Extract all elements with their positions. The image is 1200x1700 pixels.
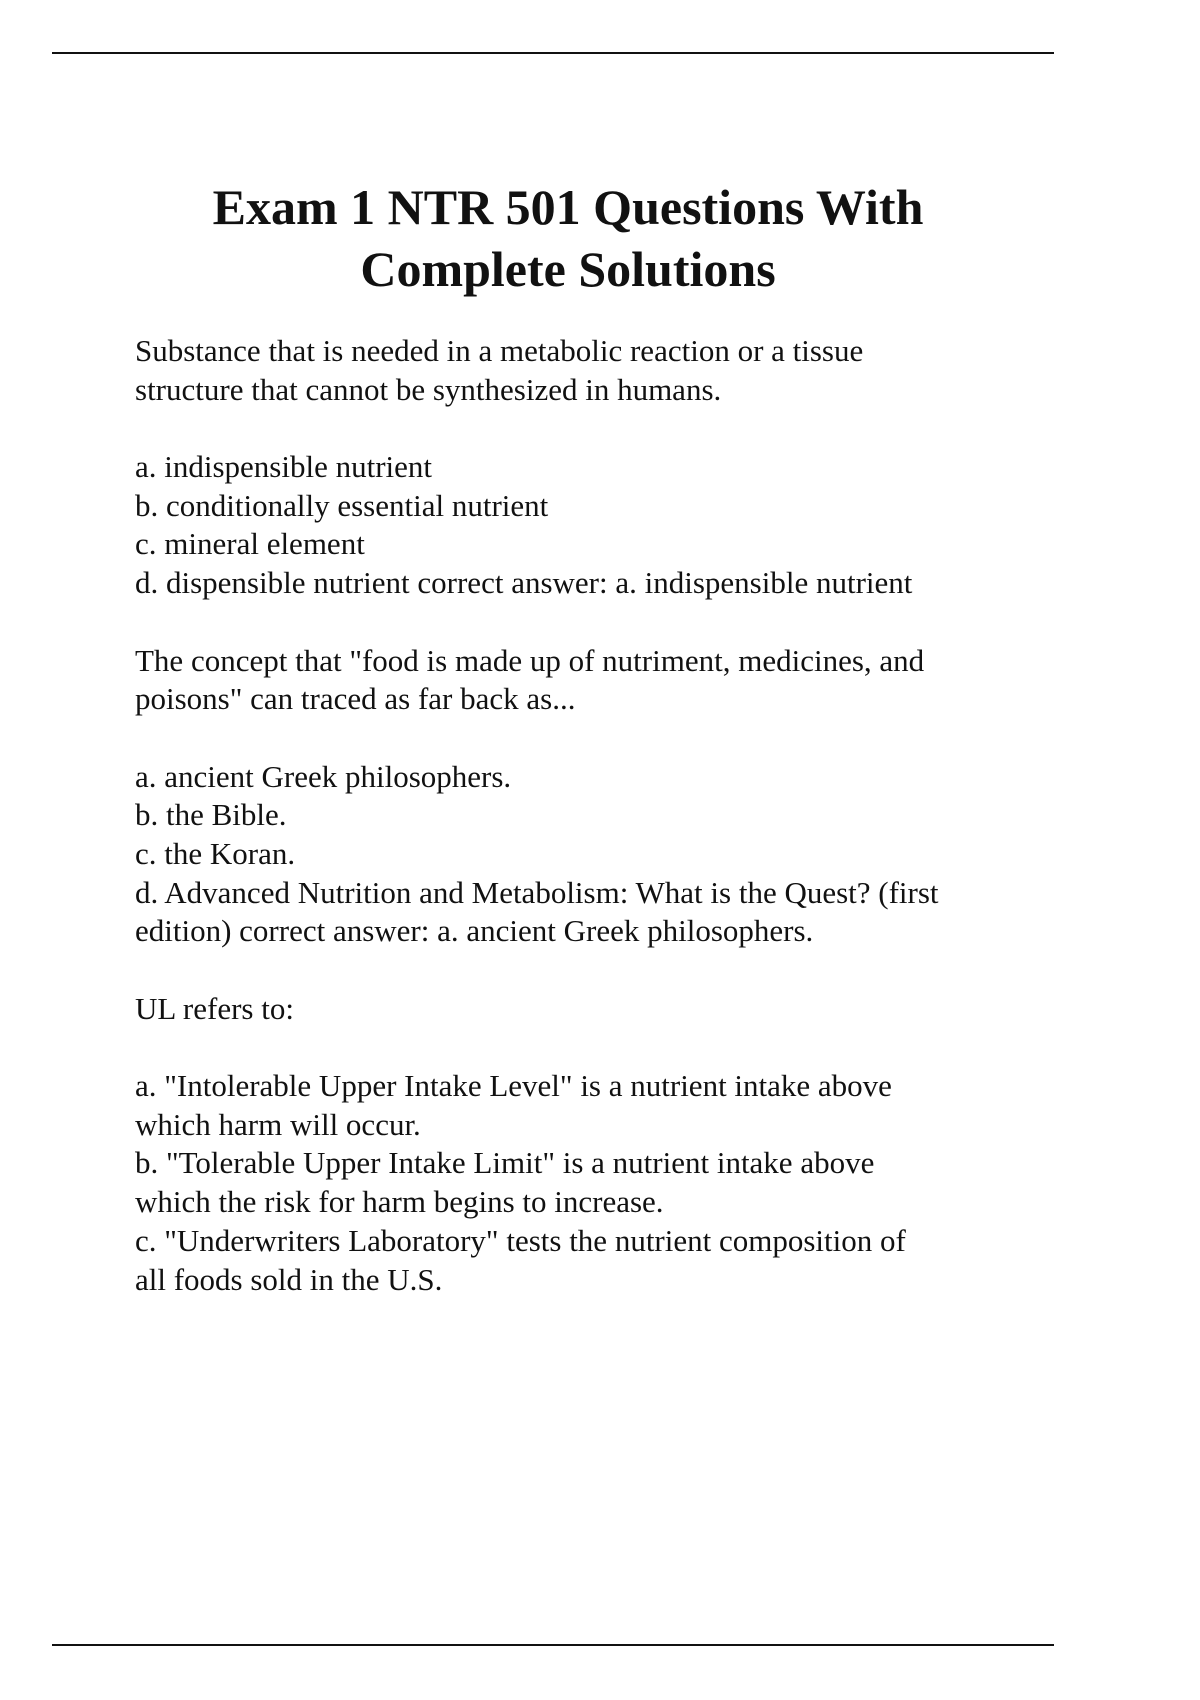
answer-option: c. the Koran.	[135, 835, 296, 871]
question-3	[135, 990, 939, 1300]
answer-option: a. "Intolerable Upper Intake Level" is a nutrient intake above	[135, 1068, 892, 1104]
document-body	[135, 332, 939, 1299]
answer-option: a. ancient Greek philosophers.	[135, 758, 512, 794]
question-1	[135, 332, 939, 603]
title-line: Complete Solutions	[360, 241, 776, 297]
title-line: Exam 1 NTR 501 Questions With	[212, 179, 924, 235]
question-prompt: Substance that is needed in a metabolic reaction or a tissue	[135, 333, 864, 368]
answer-option: b. "Tolerable Upper Intake Limit" is a nutrient intake above	[135, 1145, 875, 1181]
question-prompt: poisons" can traced as far back as...	[135, 681, 576, 717]
question-prompt: UL refers to:	[135, 990, 294, 1026]
answer-option: edition) correct answer: a. ancient Greek philosophers.	[135, 913, 814, 949]
question-prompt: structure that cannot be synthesized in humans.	[135, 371, 722, 407]
answer-option: c. "Underwriters Laboratory" tests the nutrient composition of	[135, 1222, 906, 1258]
footer-rule	[52, 1644, 1054, 1646]
answer-option: which harm will occur.	[135, 1106, 421, 1142]
question-2	[135, 642, 939, 952]
question-prompt: The concept that "food is made up of nutriment, medicines, and	[135, 642, 925, 678]
answer-option: b. conditionally essential nutrient	[135, 487, 549, 523]
answer-option: a. indispensible nutrient	[135, 449, 433, 485]
answer-option: which the risk for harm begins to increase.	[135, 1184, 664, 1220]
answer-option: all foods sold in the U.S.	[135, 1261, 443, 1297]
answer-option: b. the Bible.	[135, 797, 287, 833]
answer-option: d. dispensible nutrient correct answer: a. indispensible nutrient	[135, 565, 913, 601]
header-rule	[52, 52, 1054, 54]
answer-option: c. mineral element	[135, 526, 365, 562]
page-title	[0, 176, 1136, 300]
answer-option: d. Advanced Nutrition and Metabolism: What is the Quest? (first	[135, 874, 939, 910]
